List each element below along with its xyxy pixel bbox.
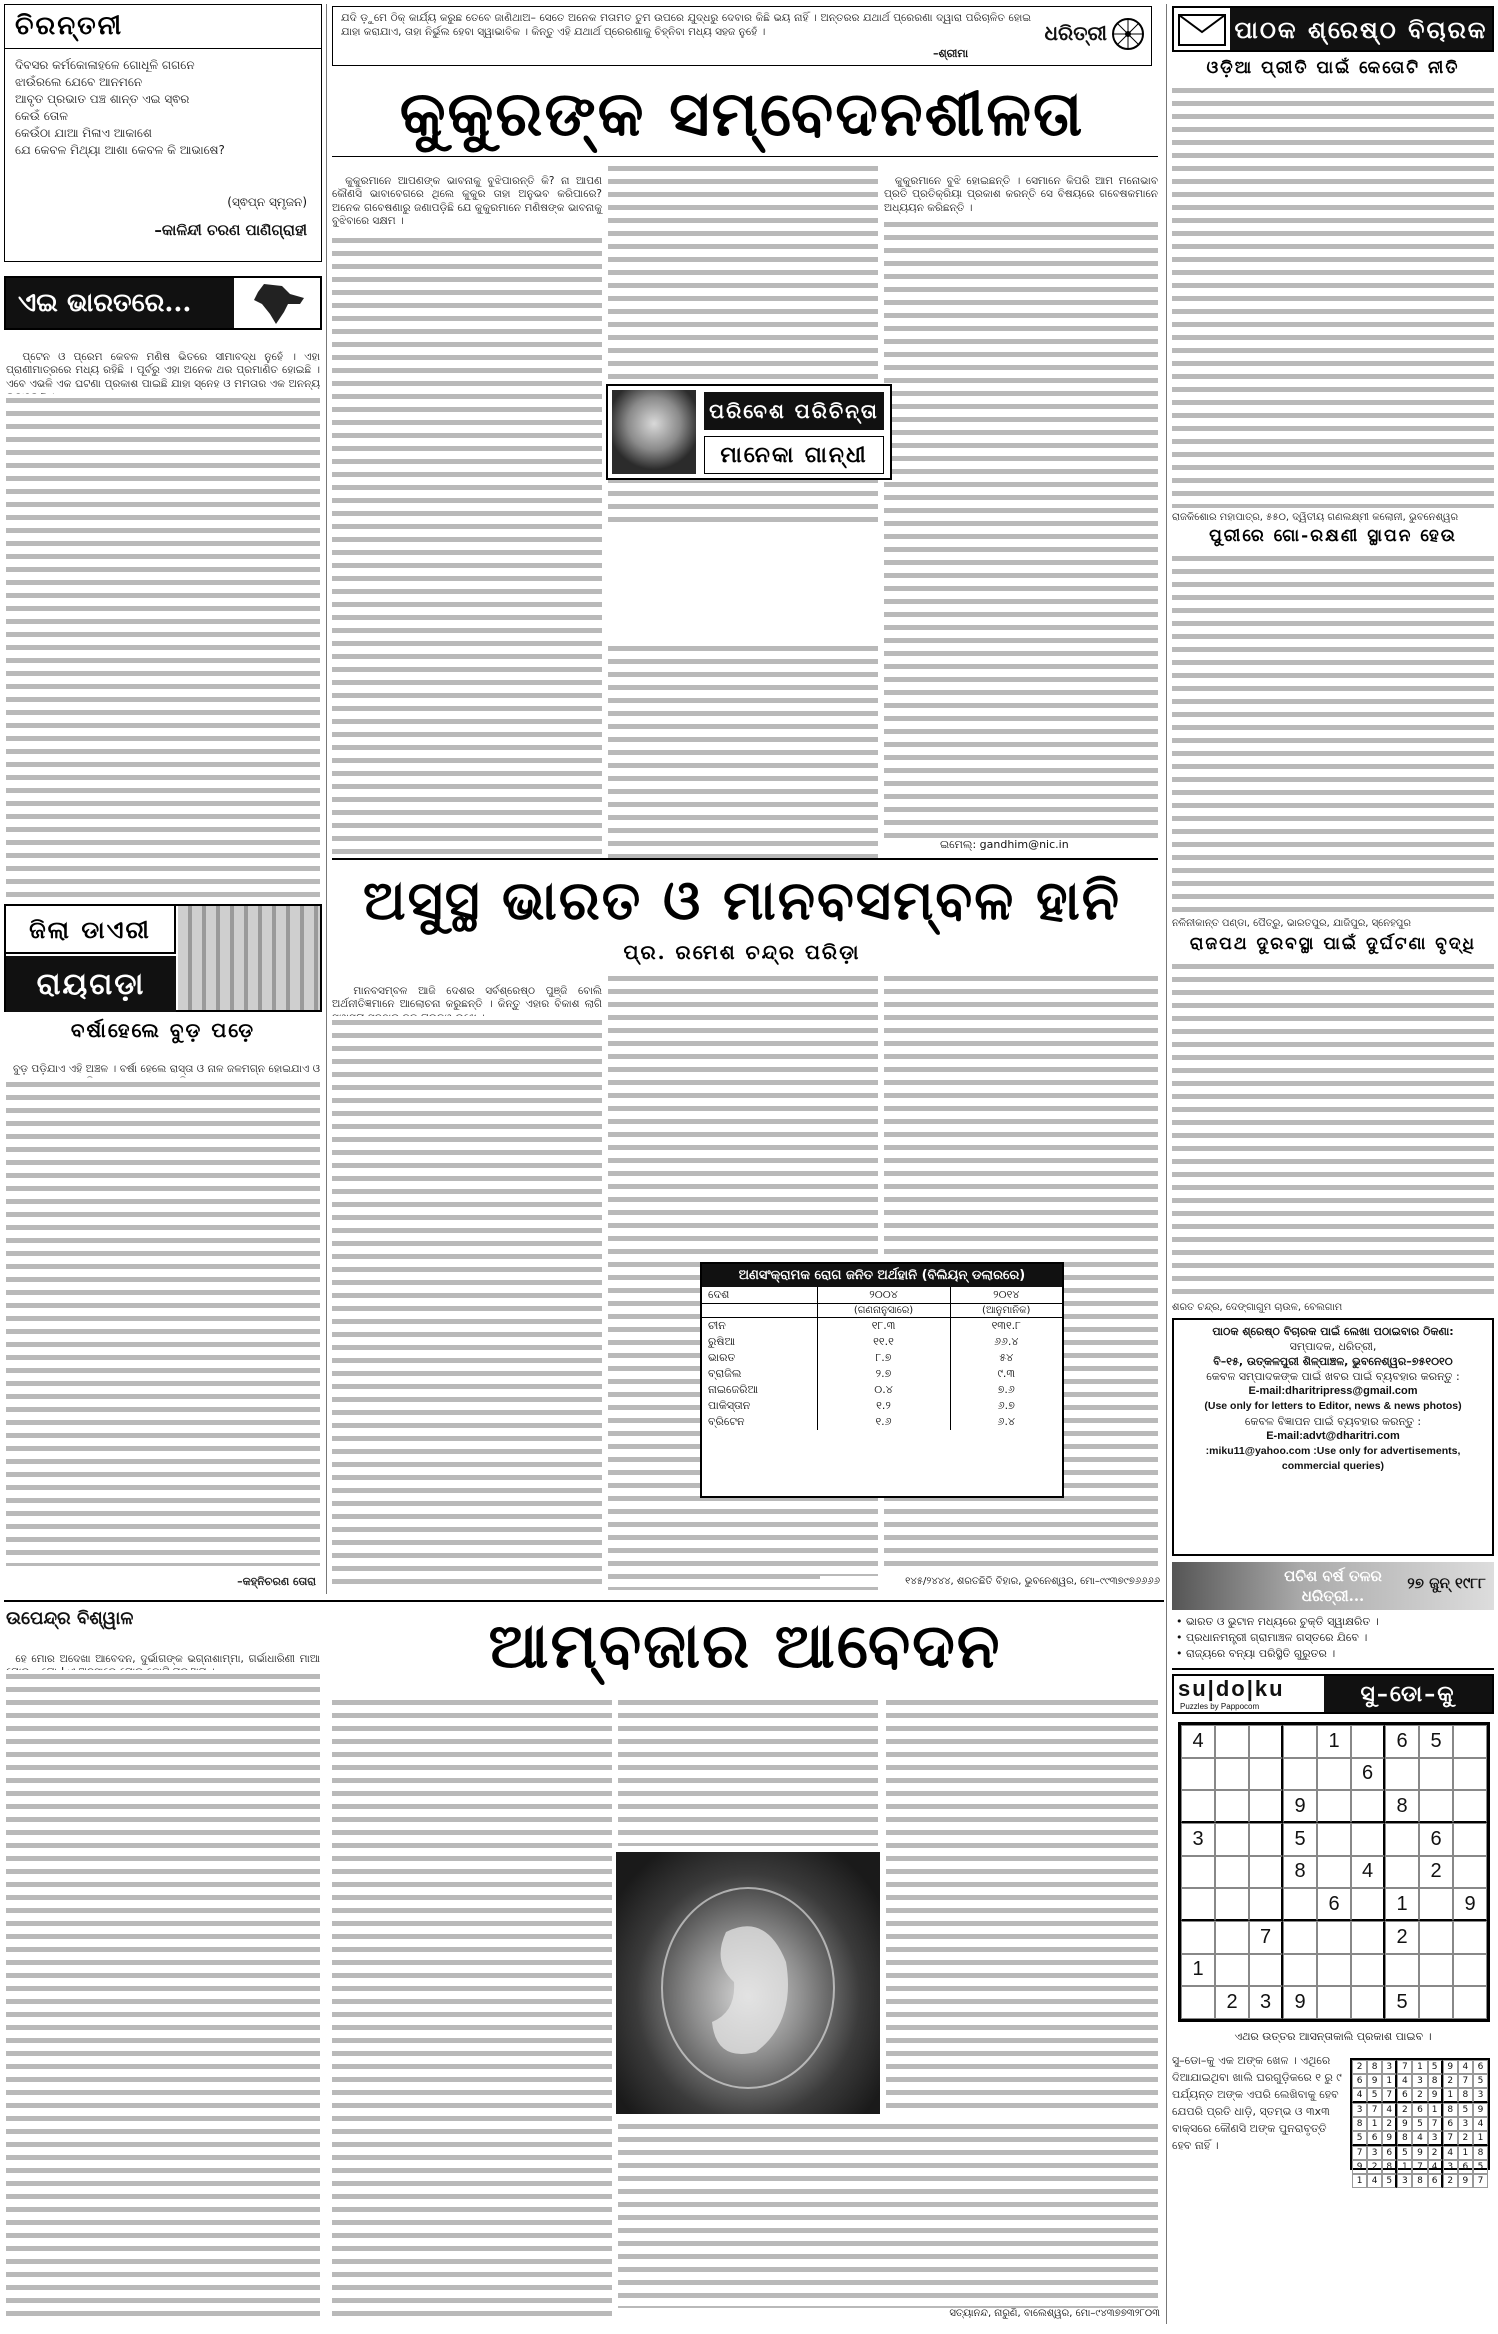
- ncd-header-2014: ୨୦୧୪: [993, 1288, 1020, 1301]
- solution-cell: 2: [1352, 2060, 1367, 2074]
- editorial-lead: କୁକୁରମାନେ ଆପଣଙ୍କ ଭାବନାକୁ ବୁଝିପାରନ୍ତି କି? ନା ଆପଣ କୌଣସି ଭାବାବେଗରେ ଥିଲେ କୁକୁର ତାହା ଅନୁଭବ କରିପାରେ? ଅନେକ ଗବେଷଣାରୁ ଜଣାପଡ଼ିଛି ଯେ କୁକୁରମାନେ ମଣିଷଙ୍କ ଭାବନାକୁ ବୁଝିବାରେ ସକ୍ଷମ ।: [332, 175, 606, 227]
- chirantani-box: [4, 4, 322, 262]
- sudoku-cell[interactable]: [1181, 1921, 1215, 1954]
- pachisa-item: • ରାଜ୍ୟରେ ବନ୍ୟା ପରିସ୍ଥିତି ଗୁରୁତର ।: [1176, 1647, 1336, 1660]
- sudoku-cell: 1: [1181, 1954, 1215, 1987]
- ncd-table-row: [702, 1414, 1062, 1430]
- sudoku-cell[interactable]: [1317, 1954, 1351, 1987]
- sudoku-title: ସୁ–ଡୋ–କୁ: [1324, 1676, 1492, 1712]
- sudoku-prev-solution: [1350, 2058, 1490, 2186]
- sudoku-cell[interactable]: [1317, 1823, 1351, 1856]
- sudoku-cell[interactable]: [1181, 1856, 1215, 1889]
- sudoku-cell: 3: [1249, 1986, 1283, 2019]
- barsha-lead: ବୁଡ଼ ପଡ଼ିଯାଏ ଏହି ଅଞ୍ଚଳ । ବର୍ଷା ହେଲେ ରାସ୍ତା ଓ ନାଳ ଜଳମଗ୍ନ ହୋଇଯାଏ ଓ: [12, 1063, 320, 1076]
- solution-cell: 6: [1473, 2060, 1488, 2074]
- sudoku-cell: 4: [1351, 1856, 1385, 1889]
- ncd-table-row: [702, 1350, 1062, 1366]
- sudoku-cell: 9: [1283, 1790, 1317, 1823]
- sudoku-cell[interactable]: [1385, 1758, 1419, 1791]
- solution-cell: 1: [1382, 2074, 1397, 2088]
- sudoku-cell[interactable]: [1453, 1921, 1487, 1954]
- solution-cell: 8: [1367, 2060, 1382, 2074]
- letter1-title: ଓଡ଼ିଆ ପ୍ରୀତି ପାଇଁ କେତୋଟି ନୀତି: [1206, 58, 1460, 78]
- solution-cell: 1: [1367, 2117, 1382, 2131]
- article3-lead: ହେ ମୋର ଅଦେଖା ଆବେଦନ, ଦୁର୍ଭାଗଙ୍କ ଭଗ୍ନାଶାମ୍ମା, ଗର୍ଭାଧାରିଣୀ ମାଆ: [15, 1653, 320, 1666]
- email-editor[interactable]: E-mail:dharitripress@gmail.com: [1248, 1385, 1418, 1397]
- chirantani-title: ଚିରନ୍ତନୀ: [5, 5, 321, 49]
- sudoku-logo: su|do|ku: [1178, 1676, 1285, 1701]
- sudoku-cell[interactable]: [1351, 1823, 1385, 1856]
- solution-cell: 3: [1382, 2060, 1397, 2074]
- solution-cell: 8: [1382, 2160, 1397, 2174]
- solution-cell: 1: [1458, 2146, 1473, 2160]
- sudoku-logo-sub: Puzzles by Pappocom: [1180, 1702, 1260, 1711]
- columnist-photo: [612, 390, 696, 474]
- solution-cell: 7: [1412, 2160, 1427, 2174]
- fetus-icon: [616, 1852, 880, 2114]
- ncd-table-row: [702, 1382, 1062, 1398]
- article2-byline: ପ୍ର. ରମେଶ ଚନ୍ଦ୍ର ପରିଡ଼ା: [623, 940, 861, 964]
- ncd-subheader-2014: (ଆନୁମାନିକ): [982, 1305, 1031, 1316]
- solution-cell: 9: [1458, 2174, 1473, 2188]
- sudoku-cell[interactable]: [1351, 1888, 1385, 1921]
- sudoku-cell[interactable]: [1317, 1790, 1351, 1823]
- ncd-table-row: [702, 1398, 1062, 1414]
- email-advt[interactable]: E-mail:advt@dharitri.com: [1266, 1430, 1400, 1442]
- solution-cell: 6: [1397, 2088, 1412, 2103]
- letter3-title: ରାଜପଥ ଦୁରବସ୍ଥା ପାଇଁ ଦୁର୍ଘଟଣା ବୃଦ୍ଧି: [1189, 934, 1477, 954]
- solution-cell: 1: [1428, 2103, 1443, 2117]
- ncd-table-row: [702, 1334, 1062, 1350]
- solution-cell: 2: [1397, 2103, 1412, 2117]
- ei-bharatare-text: [6, 338, 320, 898]
- sudoku-cell: 1: [1317, 1725, 1351, 1758]
- ncd-value-cell: ୭.୬: [997, 1383, 1015, 1396]
- ncd-value-cell: ୫୪: [999, 1351, 1014, 1364]
- ncd-country-cell: ବ୍ରିଟେନ: [702, 1414, 817, 1430]
- sudoku-cell[interactable]: [1453, 1758, 1487, 1791]
- solution-cell: 1: [1352, 2174, 1367, 2188]
- sudoku-cell[interactable]: [1419, 1888, 1453, 1921]
- solution-cell: 5: [1367, 2088, 1382, 2103]
- sudoku-cell[interactable]: [1249, 1888, 1283, 1921]
- solution-cell: 5: [1473, 2160, 1488, 2174]
- solution-cell: 1: [1412, 2060, 1427, 2074]
- sudoku-cell: 5: [1385, 1986, 1419, 2019]
- barsha-author: –କହ୍ନିଚରଣ ତୋରା: [237, 1574, 316, 1588]
- solution-cell: 5: [1382, 2174, 1397, 2188]
- contact-line3: କେବଳ ସମ୍ପାଦକଙ୍କ ପାଇଁ ଖବର ପାଇଁ ବ୍ୟବହାର କରନ୍ତୁ :: [1206, 1370, 1460, 1383]
- solution-cell: 4: [1428, 2160, 1443, 2174]
- letter1-text: [1172, 84, 1494, 524]
- solution-cell: 5: [1352, 2131, 1367, 2146]
- sudoku-cell: 8: [1283, 1856, 1317, 1889]
- solution-cell: 1: [1397, 2160, 1412, 2174]
- solution-cell: 3: [1412, 2074, 1427, 2088]
- solution-cell: 4: [1473, 2117, 1488, 2131]
- ei-bharatare-banner: [4, 276, 322, 330]
- sudoku-cell[interactable]: [1317, 1921, 1351, 1954]
- letter2-author: ନଳିନୀକାନ୍ତ ପଣ୍ଡା, ପୈତ୍ରୁ, ଭାରତପୁର, ଯାଜିପୁର, ସ୍ନେହପୁର: [1172, 917, 1411, 929]
- solution-cell: 9: [1412, 2146, 1427, 2160]
- solution-cell: 4: [1443, 2146, 1458, 2160]
- sudoku-cell[interactable]: [1215, 1954, 1249, 1987]
- solution-cell: 7: [1367, 2103, 1382, 2117]
- article2-author-addr: ୧୪୫/୨୪୪୪, ଶରତଛିତି ବିହାର, ଭୁବନେଶ୍ୱର, ମୋ–୯୯୩୭୯୭୬୬୬୬: [820, 1576, 1160, 1587]
- sudoku-cell[interactable]: [1317, 1758, 1351, 1791]
- solution-cell: 5: [1458, 2103, 1473, 2117]
- contact-line4: କେବଳ ବିଜ୍ଞାପନ ପାଇଁ ବ୍ୟବହାର କରନ୍ତୁ :: [1244, 1415, 1422, 1428]
- article3-col1: [6, 1640, 320, 2324]
- sudoku-cell[interactable]: [1351, 1954, 1385, 1987]
- chirantani-poem: ଦିବସର କର୍ମକୋଳାହଳେ ଗୋଧୂଳି ଗଗନେ ଝାଉଁରଲେ ଯେବେ ଆନମନେ ଆବୃତ ପ୍ରଭାତ ପଞ୍ଚ ଶାନ୍ତ ଏଇ ସ୍ଵର କେଉଁ ତୋଳ କେଉଁଠା ଯାଆ ମିଳାଏ ଆକାଶେ ଯେ କେବଳ ମିଥ୍ୟା ଆଶା କେବଳ କି ଆଭାଷେ?: [15, 58, 225, 157]
- ncd-value-cell: ୬.୪: [997, 1415, 1015, 1428]
- solution-cell: 6: [1458, 2160, 1473, 2174]
- sudoku-cell: 6: [1385, 1725, 1419, 1758]
- solution-cell: 8: [1397, 2131, 1412, 2146]
- ncd-value-cell: ୧୧.୧: [817, 1334, 950, 1350]
- sudoku-banner: [1172, 1674, 1494, 1714]
- sudoku-cell: 1: [1385, 1888, 1419, 1921]
- sudoku-cell[interactable]: [1419, 1921, 1453, 1954]
- article2-lead: ମାନବସମ୍ବଳ ଆଜି ଦେଶର ସର୍ବଶ୍ରେଷ୍ଠ ପୁଞ୍ଜି ବୋଲି ଅର୍ଥନୀତିଜ୍ଞମାନେ ଆଲୋଚନା କରୁଛନ୍ତି । କିନ୍ତୁ ଏହାର ବିକାଶ ଲାଗି: [332, 985, 602, 1011]
- solution-cell: 7: [1352, 2146, 1367, 2160]
- barsha-headline: ବର୍ଷାହେଲେ ବୁଡ଼ ପଡ଼େ: [70, 1018, 256, 1042]
- sudoku-cell: 6: [1351, 1758, 1385, 1791]
- ncd-value-cell: ୦.୪: [817, 1382, 950, 1398]
- solution-cell: 2: [1412, 2088, 1427, 2103]
- sudoku-cell[interactable]: [1419, 1986, 1453, 2019]
- ncd-table-row: [702, 1318, 1062, 1335]
- sudoku-cell: 9: [1283, 1986, 1317, 2019]
- solution-cell: 7: [1443, 2131, 1458, 2146]
- sudoku-cell[interactable]: [1351, 1986, 1385, 2019]
- solution-cell: 7: [1473, 2174, 1488, 2188]
- ncd-value-cell: ୧୩୧.୮: [991, 1319, 1021, 1332]
- solution-cell: 6: [1412, 2103, 1427, 2117]
- sudoku-cell[interactable]: [1215, 1888, 1249, 1921]
- solution-cell: 4: [1458, 2060, 1473, 2074]
- sudoku-cell[interactable]: [1215, 1790, 1249, 1823]
- ncd-value-cell: ୨.୭: [817, 1366, 950, 1382]
- sudoku-cell: 5: [1283, 1823, 1317, 1856]
- solution-cell: 9: [1428, 2088, 1443, 2103]
- sudoku-cell[interactable]: [1283, 1888, 1317, 1921]
- solution-cell: 5: [1473, 2074, 1488, 2088]
- quote-text: ଯଦି ଡ଼ୁମେ ଠିକ୍‌ କାର୍ଯ୍ୟ କରୁଛ ତେବେ ଜାଣିଥାଅ– ସେତେ ଅନେକ ମତାମତ ତୁମ ଉପରେ ଯୁଦ୍ଧରୁ ଦେବାର କିଛି ଭୟ ନାହିଁ । ଅନ୍ତରର ଯଥାର୍ଥ ପ୍ରେରଣା ଦ୍ୱାରା ପରିଚାଳିତ ହୋଇ ଯାହା କରାଯାଏ, ତାହା ନିର୍ଭୁଲ ହେବା ସ୍ୱାଭାବିକ । କିନ୍ତୁ ଏହି ଯଥାର୍ଥ ପ୍ରେରଣାକୁ ଚିହ୍ନିବା ମଧ୍ୟ ସହଜ ନୁହେଁ ।: [341, 12, 1035, 38]
- solution-cell: 5: [1428, 2060, 1443, 2074]
- solution-cell: 7: [1397, 2060, 1412, 2074]
- email-editor-note: (Use only for letters to Editor, news & news photos): [1204, 1400, 1462, 1412]
- sudoku-cell: 8: [1385, 1790, 1419, 1823]
- sudoku-cell: 3: [1181, 1823, 1215, 1856]
- sudoku-cell[interactable]: [1249, 1758, 1283, 1791]
- solution-cell: 9: [1443, 2060, 1458, 2074]
- pathak-title: ପାଠକ ଶ୍ରେଷ୍ଠ ବିଚାରକ: [1230, 8, 1492, 50]
- ncd-table-grid: [702, 1287, 1062, 1430]
- contact-box: [1172, 1318, 1494, 1556]
- sudoku-cell[interactable]: [1385, 1823, 1419, 1856]
- pachisa-list: [1176, 1614, 1492, 1662]
- sudoku-rules: ସୁ–ଡୋ–କୁ ଏକ ଅଙ୍କ ଖେଳ । ଏଥିରେ ଦିଆଯାଇଥିବା ଖାଲି ଘରଗୁଡ଼ିକରେ ୧ ରୁ ୯ ପର୍ଯ୍ୟନ୍ତ ଅଙ୍କ ଏପରି ଲେଖିବାକୁ ହେବ ଯେପରି ପ୍ରତି ଧାଡ଼ି, ସ୍ତମ୍ଭ ଓ ୩x୩ ବାକ୍ସରେ କୌଣସି ଅଙ୍କ ପୁନରାବୃତ୍ତି ହେବ ନାହିଁ ।: [1172, 2054, 1346, 2152]
- sudoku-cell: 2: [1215, 1986, 1249, 2019]
- ncd-table-title: ଅଣସଂକ୍ରାମକ ରୋଗ ଜନିତ ଅର୍ଥହାନି (ବିଲିୟନ୍‌ ଡଲାରରେ): [702, 1264, 1062, 1287]
- letter1-author: ରାଜକିଶୋର ମହାପାତ୍ର, ୫୫୦, ଦ୍ୱିତୀୟ ଗଣଲକ୍ଷ୍ମୀ କଲୋନୀ, ଭୁବନେଶ୍ୱର: [1172, 511, 1459, 523]
- sudoku-cell[interactable]: [1215, 1725, 1249, 1758]
- sudoku-answer-note: ଏଥର ଉତ୍ତର ଆସନ୍ତାକାଲି ପ୍ରକାଶ ପାଇବ ।: [1234, 2030, 1432, 2043]
- solution-cell: 9: [1382, 2131, 1397, 2146]
- solution-cell: 8: [1473, 2146, 1488, 2160]
- solution-cell: 2: [1458, 2131, 1473, 2146]
- sudoku-cell[interactable]: [1453, 1790, 1487, 1823]
- sudoku-cell[interactable]: [1351, 1921, 1385, 1954]
- zilla-diary-title: ଜିଲା ଡାଏରୀ: [6, 906, 176, 954]
- india-map-icon: [242, 282, 312, 326]
- sudoku-cell[interactable]: [1453, 1856, 1487, 1889]
- sudoku-cell: 7: [1249, 1921, 1283, 1954]
- ei-bharatare-lead: ପ୍ଟେନ ଓ ପ୍ରେମ କେବଳ ମଣିଷ ଭିତରେ ସୀମାବଦ୍ଧ ନୁହେଁ । ଏହା ପ୍ରାଣୀମାତ୍ରରେ ମଧ୍ୟ ରହିଛି । ପୂର୍ବରୁ ଏହା ଅନେକ ଥର ପ୍ରମାଣିତ ହୋଇଛି । ଏବେ ଏଭଳି ଏକ ଘଟଣା ପ୍ରକାଶ ପାଇଛି ଯାହା ସ୍ନେହ ଓ ମମତାର ଏକ ଅନନ୍ୟ: [6, 351, 320, 390]
- sudoku-cell: 5: [1419, 1725, 1453, 1758]
- ncd-table-row: [702, 1366, 1062, 1382]
- sudoku-cell[interactable]: [1385, 1856, 1419, 1889]
- article3-headline: ଆମ୍ବଜାର ଆବେଦନ: [488, 1609, 1002, 1682]
- solution-cell: 3: [1428, 2131, 1443, 2146]
- solution-cell: 2: [1443, 2174, 1458, 2188]
- article2-col1: [332, 972, 602, 1590]
- solution-cell: 9: [1367, 2074, 1382, 2088]
- sudoku-cell[interactable]: [1181, 1888, 1215, 1921]
- ncd-country-cell: ନାଇଜେରିଆ: [702, 1382, 817, 1398]
- ncd-value-cell: ୯.୩: [997, 1367, 1016, 1380]
- article3-author: ଉପେନ୍ଦ୍ର ବିଶ୍ୱାଳ: [6, 1608, 134, 1629]
- solution-cell: 7: [1382, 2088, 1397, 2103]
- solution-cell: 6: [1428, 2174, 1443, 2188]
- pachisa-banner: [1172, 1562, 1494, 1610]
- sudoku-cell[interactable]: [1283, 1921, 1317, 1954]
- wheel-icon: [1111, 17, 1145, 51]
- pachisa-item: • ପ୍ରଧାନମନ୍ତ୍ରୀ ଗ୍ରାମାଞ୍ଚଳ ଗସ୍ତରେ ଯିବେ ।: [1176, 1631, 1368, 1644]
- editorial-email: ଇମେଲ୍‌: gandhim@nic.in: [940, 838, 1069, 851]
- ncd-value-cell: ୧.୬: [817, 1414, 950, 1430]
- article3-col4: [886, 1696, 1158, 2116]
- sudoku-cell[interactable]: [1249, 1954, 1283, 1987]
- article3-col3-top: [618, 1696, 878, 1846]
- solution-cell: 9: [1473, 2103, 1488, 2117]
- solution-cell: 6: [1443, 2117, 1458, 2131]
- solution-cell: 3: [1397, 2174, 1412, 2188]
- contact-line2: ବି–୧୫, ଉତ୍କଳପୁରୀ ଶିଳ୍ପାଞ୍ଚଳ, ଭୁବନେଶ୍ୱର–୭୫୧୦୧୦: [1213, 1355, 1453, 1368]
- contact-heading: ପାଠକ ଶ୍ରେଷ୍ଠ ବିଚାରକ ପାଇଁ ଲେଖା ପଠାଇବାର ଠିକଣା:: [1212, 1325, 1454, 1338]
- rayagada-title: ରାୟଗଡ଼ା: [6, 956, 176, 1012]
- quote-box: [332, 6, 1152, 66]
- ncd-country-cell: ଚୀନ: [702, 1318, 817, 1335]
- sudoku-cell[interactable]: [1249, 1725, 1283, 1758]
- columnist-name: ମାନେକା ଗାନ୍ଧୀ: [704, 436, 884, 474]
- sudoku-cell[interactable]: [1215, 1856, 1249, 1889]
- sudoku-cell[interactable]: [1453, 1986, 1487, 2019]
- barsha-text: [6, 1050, 320, 1590]
- sudoku-cell[interactable]: [1215, 1921, 1249, 1954]
- editorial-headline: କୁକୁରଙ୍କ ସମ୍ବେଦନଶୀଳତା: [399, 77, 1085, 150]
- pachisa-label: ପଚିଶ ବର୍ଷ ତଳର ଧରିତ୍ରୀ...: [1284, 1567, 1382, 1605]
- pachisa-date: ୨୭ ଜୁନ୍‌ ୧୯୮୮: [1407, 1574, 1486, 1592]
- sudoku-cell: 9: [1453, 1888, 1487, 1921]
- solution-cell: 9: [1397, 2117, 1412, 2131]
- sudoku-cell[interactable]: [1249, 1856, 1283, 1889]
- solution-cell: 4: [1367, 2174, 1382, 2188]
- sudoku-grid[interactable]: [1178, 1722, 1490, 2022]
- poem-author: –କାଳିନ୍ଦୀ ଚରଣ ପାଣିଗ୍ରାହୀ: [154, 221, 307, 239]
- editorial-col2: [608, 162, 878, 858]
- sudoku-cell: 4: [1181, 1725, 1215, 1758]
- letter3-text: [1172, 960, 1494, 1314]
- sudoku-cell[interactable]: [1283, 1954, 1317, 1987]
- ncd-subheader-2004: (ଗଣନାନୁସାରେ): [817, 1304, 950, 1318]
- solution-cell: 5: [1397, 2146, 1412, 2160]
- solution-cell: 2: [1428, 2146, 1443, 2160]
- article2-headline: ଅସୁସ୍ଥ ଭାରତ ଓ ମାନବସମ୍ବଳ ହାନି: [362, 868, 1121, 932]
- sudoku-cell[interactable]: [1283, 1725, 1317, 1758]
- article3-col2: [332, 1696, 612, 2324]
- solution-cell: 2: [1382, 2117, 1397, 2131]
- solution-cell: 8: [1458, 2088, 1473, 2103]
- article3-col3-bottom: [618, 2120, 1158, 2324]
- sudoku-cell[interactable]: [1215, 1758, 1249, 1791]
- ncd-header-country: ଦେଶ: [702, 1287, 817, 1304]
- solution-cell: 3: [1443, 2160, 1458, 2174]
- sudoku-cell[interactable]: [1453, 1725, 1487, 1758]
- sudoku-cell[interactable]: [1419, 1954, 1453, 1987]
- dharitri-logo: ଧରିତ୍ରୀ: [1044, 21, 1107, 45]
- ei-bharatare-title: ଏଇ ଭାରତରେ...: [6, 278, 234, 328]
- sudoku-cell: 2: [1385, 1921, 1419, 1954]
- solution-cell: 1: [1443, 2088, 1458, 2103]
- ncd-country-cell: ବ୍ରାଜିଲ: [702, 1366, 817, 1382]
- envelope-icon: [1178, 14, 1226, 46]
- sudoku-cell[interactable]: [1283, 1758, 1317, 1791]
- ncd-value-cell: ୬୬.୪: [994, 1335, 1019, 1348]
- sudoku-cell[interactable]: [1249, 1790, 1283, 1823]
- sudoku-cell[interactable]: [1351, 1790, 1385, 1823]
- sudoku-cell[interactable]: [1181, 1758, 1215, 1791]
- sudoku-cell[interactable]: [1453, 1954, 1487, 1987]
- email-advt-note: :miku11@yahoo.com :Use only for advertisements, commercial queries): [1205, 1445, 1461, 1472]
- sudoku-cell[interactable]: [1419, 1758, 1453, 1791]
- solution-cell: 3: [1367, 2146, 1382, 2160]
- letter3-author: ଶରତ ଚନ୍ଦ୍ର, ଦେଙ୍ଗାଗୁମ ଚାଉଳ, ବେଲଗାମ: [1172, 1301, 1343, 1313]
- ncd-country-cell: ପାକିସ୍ତାନ: [702, 1398, 817, 1414]
- ncd-country-cell: ଭାରତ: [702, 1350, 817, 1366]
- ncd-header-2004: ୨୦୦୪: [817, 1287, 950, 1304]
- solution-cell: 3: [1458, 2117, 1473, 2131]
- letter2-title: ପୁରୀରେ ଗୋ-ରକ୍ଷଣୀ ସ୍ଥାପନ ହେଉ: [1209, 526, 1457, 546]
- solution-cell: 9: [1352, 2160, 1367, 2174]
- solution-cell: 6: [1382, 2146, 1397, 2160]
- solution-cell: 3: [1352, 2103, 1367, 2117]
- solution-cell: 4: [1352, 2088, 1367, 2103]
- sudoku-cell[interactable]: [1419, 1790, 1453, 1823]
- sudoku-cell: 2: [1419, 1856, 1453, 1889]
- zilla-diary-box: [4, 904, 322, 1012]
- columnist-box: [606, 384, 892, 480]
- contact-line1: ସମ୍ପାଦକ, ଧରିତ୍ରୀ,: [1289, 1340, 1377, 1353]
- ncd-country-cell: ରୁଷିଆ: [702, 1334, 817, 1350]
- solution-cell: 4: [1412, 2131, 1427, 2146]
- letter2-text: [1172, 552, 1494, 930]
- ncd-table: [700, 1262, 1064, 1498]
- solution-cell: 5: [1412, 2117, 1427, 2131]
- sudoku-cell[interactable]: [1385, 1954, 1419, 1987]
- ncd-value-cell: ୧୮.୩: [817, 1318, 950, 1335]
- solution-cell: 8: [1443, 2103, 1458, 2117]
- sudoku-cell[interactable]: [1317, 1986, 1351, 2019]
- article3-author-addr: ସତ୍ୟାନନ୍ଦ, ନାରୁଣି, ବାଲେଶ୍ୱର, ମୋ–୯୪୩୭୭୩୨୮୦୩: [860, 2308, 1160, 2319]
- sudoku-cell: 6: [1317, 1888, 1351, 1921]
- sudoku-cell[interactable]: [1181, 1790, 1215, 1823]
- solution-cell: 6: [1352, 2074, 1367, 2088]
- pachisa-item: • ଭାରତ ଓ ଭୁଟାନ ମଧ୍ୟରେ ଚୁକ୍ତି ସ୍ୱାକ୍ଷରିତ ।: [1176, 1615, 1379, 1628]
- poem-source: (ସ୍ଵପ୍ନ ସ୍ମୃଜନ): [227, 195, 307, 209]
- solution-cell: 3: [1473, 2088, 1488, 2103]
- ncd-value-cell: ୮.୭: [817, 1350, 950, 1366]
- solution-cell: 6: [1367, 2131, 1382, 2146]
- solution-cell: 7: [1458, 2074, 1473, 2088]
- sudoku-cell[interactable]: [1317, 1856, 1351, 1889]
- sudoku-cell: 6: [1419, 1823, 1453, 1856]
- pathak-banner: [1172, 6, 1494, 52]
- solution-cell: 2: [1443, 2074, 1458, 2088]
- editorial-col3: [884, 162, 1162, 844]
- sudoku-cell[interactable]: [1249, 1823, 1283, 1856]
- sudoku-cell[interactable]: [1351, 1725, 1385, 1758]
- solution-cell: 2: [1367, 2160, 1382, 2174]
- solution-cell: 4: [1397, 2074, 1412, 2088]
- sudoku-cell[interactable]: [1453, 1823, 1487, 1856]
- editorial-col3-lead: କୁକୁରମାନେ ବୁଝି ହୋଇଛନ୍ତି । ସେମାନେ କିପରି ଆମ ମନୋଭାବ ପ୍ରତି ପ୍ରତିକ୍ରିୟା ପ୍ରକାଶ କରନ୍ତି ସେ ବିଷୟରେ ଗବେଷକମାନେ ଅଧ୍ୟୟନ କରିଛନ୍ତି ।: [884, 175, 1162, 214]
- sudoku-cell[interactable]: [1181, 1986, 1215, 2019]
- solution-cell: 1: [1473, 2131, 1488, 2146]
- solution-cell: 8: [1428, 2074, 1443, 2088]
- columnist-box-title: ପରିବେଶ ପରିଚିନ୍ତା: [704, 392, 884, 430]
- rayagada-photo: [178, 906, 320, 1010]
- solution-cell: 7: [1428, 2117, 1443, 2131]
- ncd-value-cell: ୧.୨: [817, 1398, 950, 1414]
- ncd-value-cell: ୬.୭: [997, 1399, 1015, 1412]
- solution-cell: 8: [1412, 2174, 1427, 2188]
- sudoku-cell[interactable]: [1215, 1823, 1249, 1856]
- editorial-col1: [332, 162, 606, 858]
- fetus-illustration: [616, 1852, 880, 2114]
- solution-cell: 8: [1352, 2117, 1367, 2131]
- solution-cell: 4: [1382, 2103, 1397, 2117]
- quote-author: –ଶ୍ରୀମା: [933, 47, 969, 60]
